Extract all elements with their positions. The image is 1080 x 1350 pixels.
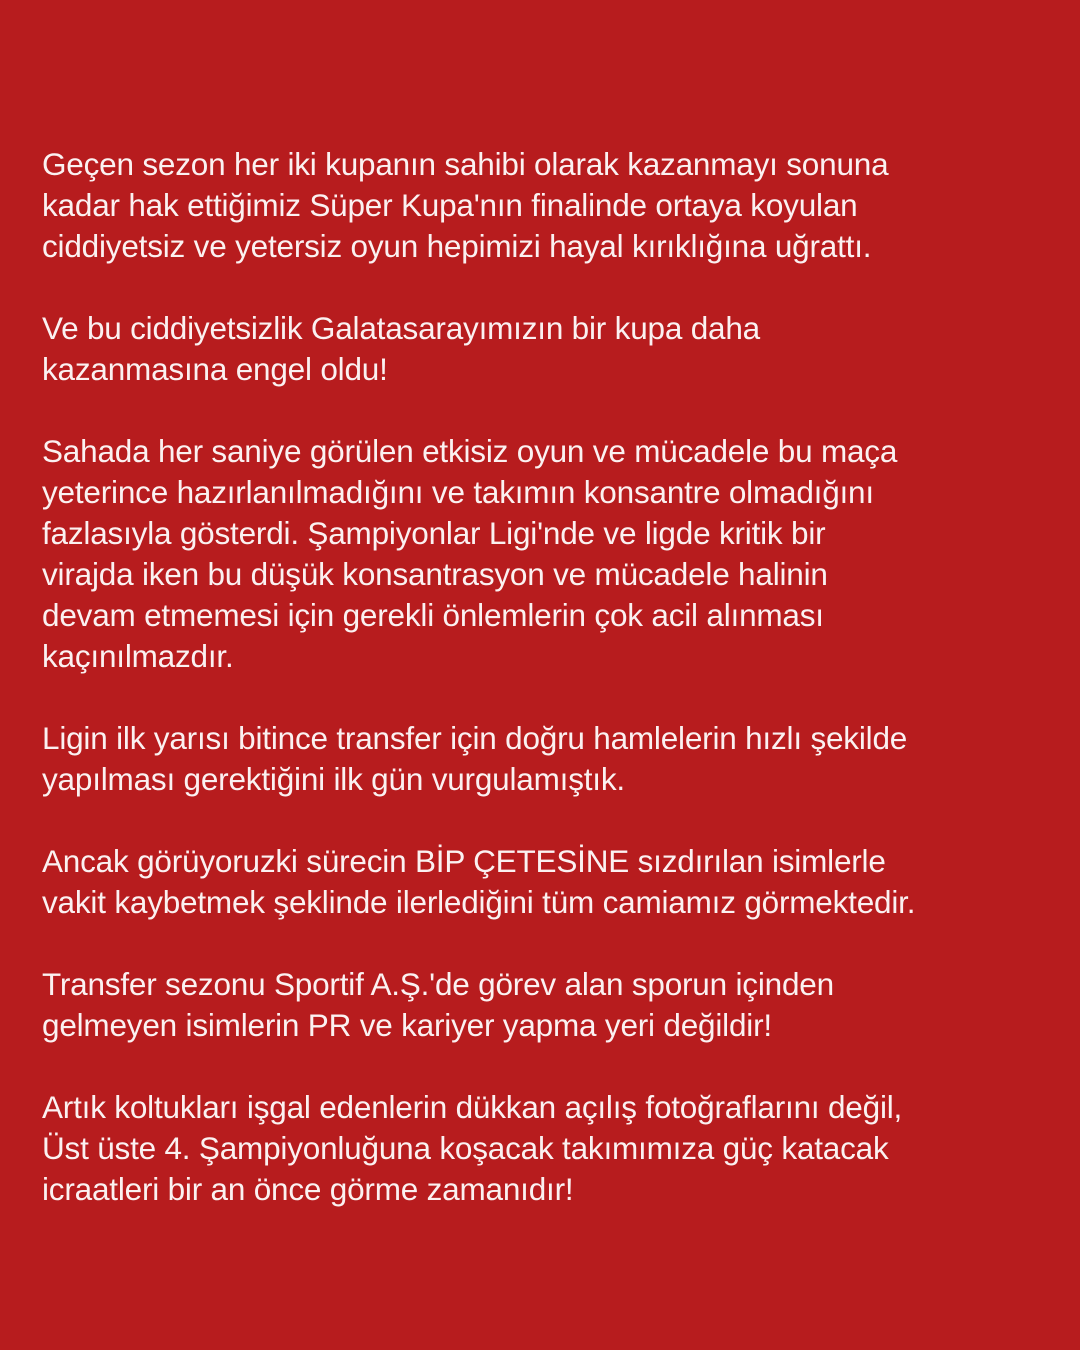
text-line: Transfer sezonu Sportif A.Ş.'de görev alan sporun içinden — [42, 966, 834, 1002]
text-line: fazlasıyla gösterdi. Şampiyonlar Ligi'nde ve ligde kritik bir — [42, 515, 826, 551]
text-line: devam etmemesi için gerekli önlemlerin çok acil alınması — [42, 597, 824, 633]
text-line: Ve bu ciddiyetsizlik Galatasarayımızın bir kupa daha — [42, 310, 760, 346]
text-line: virajda iken bu düşük konsantrasyon ve mücadele halinin — [42, 556, 828, 592]
text-line: Ligin ilk yarısı bitince transfer için doğru hamlelerin hızlı şekilde — [42, 720, 908, 756]
paragraph-sportif-as — [42, 964, 1052, 1046]
text-line: Sahada her saniye görülen etkisiz oyun ve mücadele bu maça — [42, 433, 898, 469]
text-line: kazanmasına engel oldu! — [42, 351, 388, 387]
paragraph-leaked-names — [42, 841, 1052, 923]
statement-text-block — [42, 144, 1052, 1251]
text-line: Ancak görüyoruzki sürecin BİP ÇETESİNE sızdırılan isimlerle — [42, 843, 886, 879]
text-line: yapılması gerektiğini ilk gün vurgulamıştık. — [42, 761, 625, 797]
text-line: vakit kaybetmek şeklinde ilerlediğini tüm camiamız görmektedir. — [42, 884, 916, 920]
text-line: yeterince hazırlanılmadığını ve takımın konsantre olmadığını — [42, 474, 874, 510]
paragraph-lost-cup — [42, 308, 1052, 390]
paragraph-call-to-action — [42, 1087, 1052, 1210]
text-line: Geçen sezon her iki kupanın sahibi olarak kazanmayı sonuna — [42, 146, 889, 182]
text-line: icraatleri bir an önce görme zamanıdır! — [42, 1171, 574, 1207]
paragraph-ineffective-play — [42, 431, 1052, 677]
text-line: kaçınılmazdır. — [42, 638, 234, 674]
text-line: gelmeyen isimlerin PR ve kariyer yapma yeri değildir! — [42, 1007, 772, 1043]
text-line: Artık koltukları işgal edenlerin dükkan açılış fotoğraflarını değil, — [42, 1089, 903, 1125]
text-line: Üst üste 4. Şampiyonluğuna koşacak takımımıza güç katacak — [42, 1130, 889, 1166]
text-line: kadar hak ettiğimiz Süper Kupa'nın finalinde ortaya koyulan — [42, 187, 858, 223]
text-line: ciddiyetsiz ve yetersiz oyun hepimizi hayal kırıklığına uğrattı. — [42, 228, 872, 264]
paragraph-transfer-timing — [42, 718, 1052, 800]
paragraph-super-cup-final — [42, 144, 1052, 267]
